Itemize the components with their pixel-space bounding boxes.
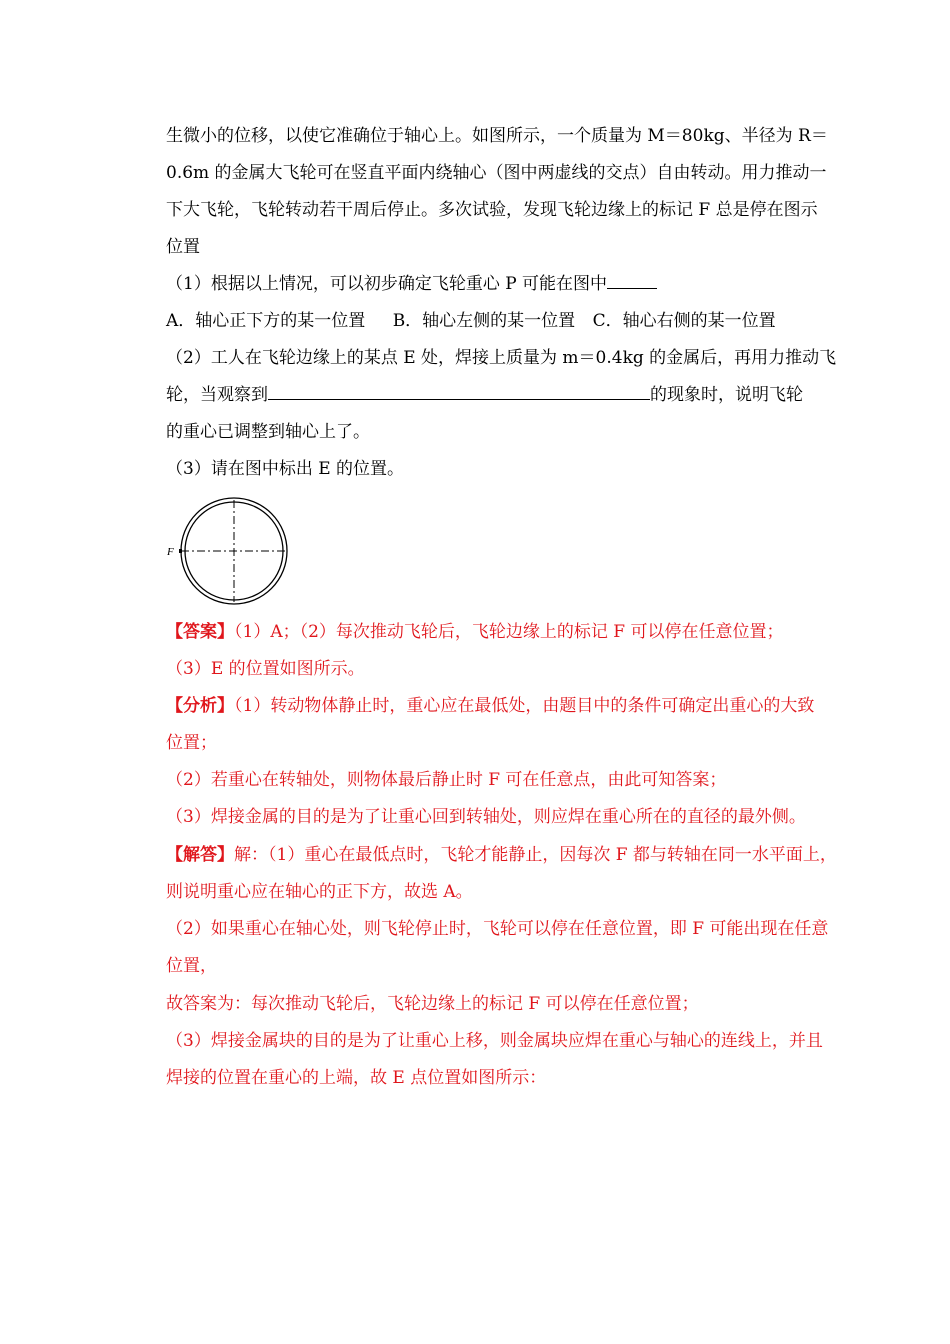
question-2-line-1: （2）工人在飞轮边缘上的某点 E 处，焊接上质量为 m＝0.4kg 的金属后，再用力推动飞: [166, 348, 837, 368]
question-1: [166, 272, 657, 296]
options-row: [166, 309, 776, 333]
solution-line-7: 焊接的位置在重心的上端，故 E 点位置如图所示：: [166, 1068, 547, 1088]
question-3: （3）请在图中标出 E 的位置。: [166, 459, 405, 479]
solution-line-3: （2）如果重心在轴心处，则飞轮停止时，飞轮可以停在任意位置，即 F 可能出现在任意: [166, 919, 829, 939]
answer-line-2: （3）E 的位置如图所示。: [166, 659, 365, 679]
answer-tag: 【答案】: [166, 622, 234, 642]
analysis-line-2: 位置；: [166, 733, 217, 753]
solution-line-2: 则说明重心应在轴心的正下方，故选 A。: [166, 882, 473, 902]
answer-blank-2: [268, 384, 650, 400]
analysis-line-3: （2）若重心在转轴处，则物体最后静止时 F 可在任意点，由此可知答案；: [166, 770, 727, 790]
analysis-tag: 【分析】: [166, 696, 234, 716]
intro-line-1: 生微小的位移，以使它准确位于轴心上。如图所示，一个质量为 M＝80kg、半径为 R＝: [166, 126, 828, 146]
question-1-text: （1）根据以上情况，可以初步确定飞轮重心 P 可能在图中: [166, 274, 608, 294]
option-b: B．轴心左侧的某一位置: [392, 311, 576, 331]
solution-text-1: 解：（1）重心在最低点时，飞轮才能静止，因每次 F 都与转轴在同一水平面上，: [234, 845, 837, 865]
flywheel-diagram: [166, 496, 292, 608]
intro-line-4: 位置: [166, 237, 200, 257]
solution-line-6: （3）焊接金属块的目的是为了让重心上移，则金属块应焊在重心与轴心的连线上，并且: [166, 1031, 823, 1051]
analysis-line-1: [166, 694, 814, 718]
answer-text-1: （1）A；（2）每次推动飞轮后，飞轮边缘上的标记 F 可以停在任意位置；: [234, 622, 784, 642]
question-2-line-3: 的重心已调整到轴心上了。: [166, 422, 370, 442]
analysis-text-1: （1）转动物体静止时，重心应在最低处，由题目中的条件可确定出重心的大致: [234, 696, 815, 716]
analysis-line-4: （3）焊接金属的目的是为了让重心回到转轴处，则应焊在重心所在的直径的最外侧。: [166, 807, 806, 827]
mark-f-point: [179, 549, 182, 553]
solution-tag: 【解答】: [166, 845, 234, 865]
option-a: A．轴心正下方的某一位置: [166, 311, 366, 331]
question-2-end: 的现象时，说明飞轮: [650, 385, 803, 405]
intro-line-3: 下大飞轮，飞轮转动若干周后停止。多次试验，发现飞轮边缘上的标记 F 总是停在图示: [166, 200, 818, 220]
answer-blank-1: [607, 273, 657, 289]
intro-line-2: 0.6m 的金属大飞轮可在竖直平面内绕轴心（图中两虚线的交点）自由转动。用力推动一: [166, 163, 827, 183]
flywheel-figure: [166, 496, 292, 608]
question-2-start: 轮，当观察到: [166, 385, 268, 405]
solution-line-5: 故答案为：每次推动飞轮后，飞轮边缘上的标记 F 可以停在任意位置；: [166, 994, 699, 1014]
option-c: C．轴心右侧的某一位置: [592, 311, 776, 331]
solution-line-4: 位置，: [166, 956, 217, 976]
answer-line-1: [166, 620, 784, 644]
mark-f-label: F: [167, 546, 174, 558]
question-2-line-2: [166, 383, 803, 407]
solution-line-1: [166, 843, 837, 867]
